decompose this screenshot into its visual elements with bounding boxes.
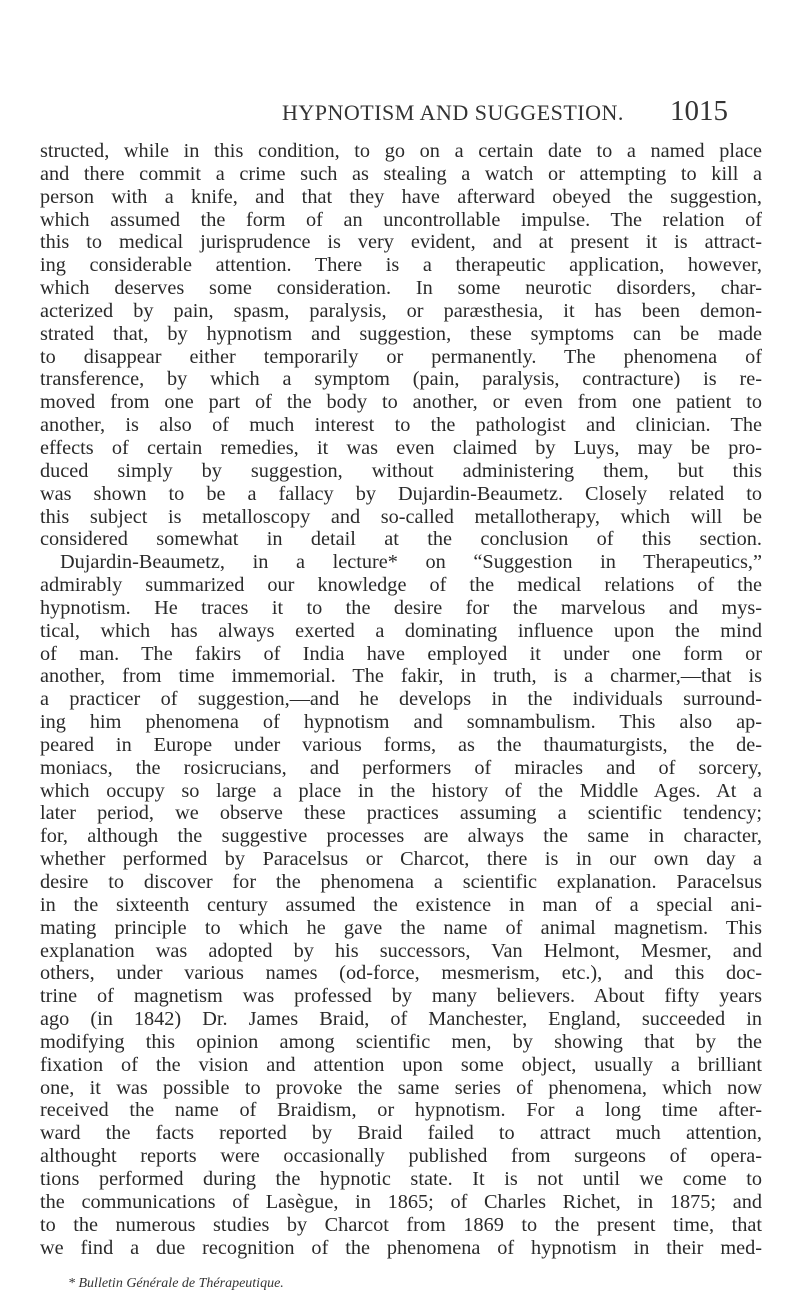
text-line: ward the facts reported by Braid failed to attract much attention, [40, 1122, 762, 1145]
text-line: Dujardin-Beaumetz, in a lecture* on “Suggestion in Therapeutics,” [60, 551, 762, 574]
text-line: for, although the suggestive processes are always the same in character, [40, 825, 762, 848]
text-line: to disappear either temporarily or permanently. The phenomena of [40, 345, 762, 368]
text-line: in the sixteenth century assumed the existence in man of a special ani- [40, 893, 762, 916]
text-line: tical, which has always exerted a dominating influence upon the mind [40, 619, 762, 642]
text-line: one, it was possible to provoke the same series of phenomena, which now [40, 1076, 762, 1099]
text-line: was shown to be a fallacy by Dujardin-Beaumetz. Closely related to [40, 482, 762, 505]
text-line: strated that, by hypnotism and suggestion, these symptoms can be made [40, 322, 762, 345]
text-line: received the name of Braidism, or hypnotism. For a long time after- [40, 1099, 762, 1122]
text-line: which deserves some consideration. In some neurotic disorders, char- [40, 277, 762, 300]
text-line: considered somewhat in detail at the conclusion of this section. [40, 528, 762, 551]
running-head-title: HYPNOTISM AND SUGGESTION. [282, 100, 624, 125]
text-line: effects of certain remedies, it was even claimed by Luys, may be pro- [40, 436, 762, 459]
text-line: trine of magnetism was professed by many believers. About fifty years [40, 985, 762, 1008]
text-line: moved from one part of the body to another, or even from one patient to [40, 391, 762, 414]
text-line: desire to discover for the phenomena a scientific explanation. Paracelsus [40, 871, 762, 893]
text-line: ing considerable attention. There is a therapeutic application, however, [40, 254, 762, 277]
text-line: whether performed by Paracelsus or Charcot, there is in our own day a [40, 848, 762, 871]
text-line: duced simply by suggestion, without administering them, but this [40, 459, 762, 482]
text-line: and there commit a crime such as stealing a watch or attempting to kill a [40, 162, 762, 185]
page-number: 1015 [670, 95, 728, 127]
text-line: althought reports were occasionally published from surgeons of opera- [40, 1145, 762, 1168]
text-line: of man. The fakirs of India have employed it under one form or [40, 642, 762, 665]
text-line: acterized by pain, spasm, paralysis, or paræsthesia, it has been demon- [40, 299, 762, 322]
text-line: we find a due recognition of the phenomena of hypnotism in their med- [40, 1236, 762, 1259]
text-line: person with a knife, and that they have afterward obeyed the suggestion, [40, 185, 762, 208]
text-line: moniacs, the rosicrucians, and performers of miracles and of sorcery, [40, 756, 762, 779]
footnote: * Bulletin Générale de Thérapeutique. [68, 1276, 284, 1291]
text-line: another, from time immemorial. The fakir, in truth, is a charmer,—that is [40, 665, 762, 688]
text-line: peared in Europe under various forms, as the thaumaturgists, the de- [40, 733, 762, 756]
text-line: this to medical jurisprudence is very evident, and at present it is attract- [40, 231, 762, 254]
text-line: another, is also of much interest to the pathologist and clinician. The [40, 414, 762, 437]
text-line: ago (in 1842) Dr. James Braid, of Manchester, England, succeeded in [40, 1008, 762, 1031]
text-line: to the numerous studies by Charcot from 1869 to the present time, that [40, 1213, 762, 1236]
text-line: transference, by which a symptom (pain, paralysis, contracture) is re- [40, 368, 762, 391]
text-line: this subject is metalloscopy and so-called metallotherapy, which will be [40, 505, 762, 528]
text-line: later period, we observe these practices assuming a scientific tendency; [40, 802, 762, 825]
text-line: tions performed during the hypnotic state. It is not until we come to [40, 1167, 762, 1190]
text-line: hypnotism. He traces it to the desire for the marvelous and mys- [40, 596, 762, 619]
text-line: a practicer of suggestion,—and he develops in the individuals surround- [40, 688, 762, 711]
text-line: ing him phenomena of hypnotism and somnambulism. This also ap- [40, 711, 762, 734]
text-line: others, under various names (od-force, mesmerism, etc.), and this doc- [40, 962, 762, 985]
text-line: structed, while in this condition, to go on a certain date to a named place [40, 140, 762, 162]
text-line: mating principle to which he gave the name of animal magnetism. This [40, 916, 762, 939]
body-text [40, 140, 762, 1259]
text-line: admirably summarized our knowledge of the medical relations of the [40, 574, 762, 597]
text-line: which occupy so large a place in the history of the Middle Ages. At a [40, 779, 762, 802]
text-line: which assumed the form of an uncontrollable impulse. The relation of [40, 208, 762, 231]
text-line: the communications of Lasègue, in 1865; of Charles Richet, in 1875; and [40, 1190, 762, 1213]
text-line: modifying this opinion among scientific men, by showing that by the [40, 1030, 762, 1053]
text-line: explanation was adopted by his successors, Van Helmont, Mesmer, and [40, 939, 762, 962]
text-line: fixation of the vision and attention upon some object, usually a brilliant [40, 1053, 762, 1076]
